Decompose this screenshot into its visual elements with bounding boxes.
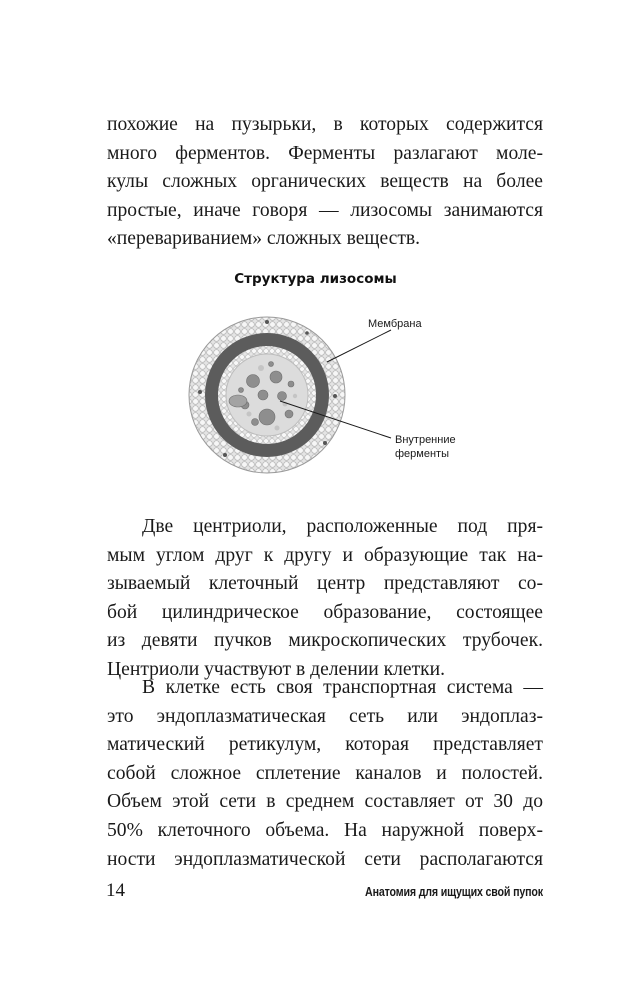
text-line: мым углом друг к другу и образующие так на-	[107, 544, 543, 566]
paragraph-3	[107, 674, 543, 874]
membrane-leader-line	[327, 330, 391, 362]
text-line: зываемый клеточный центр представляют со-	[107, 573, 543, 595]
text-line: Объем этой сети в среднем составляет от 30 до	[107, 791, 543, 813]
membrane-label: Мембрана	[368, 318, 422, 330]
text-line: матический ретикулум, которая представляет	[107, 734, 543, 756]
text-line: бой цилиндрическое образование, состоящее	[107, 601, 543, 623]
text-line: кулы сложных органических веществ на более	[107, 171, 543, 193]
text-line: много ферментов. Ферменты разлагают моле-	[107, 142, 543, 164]
text-line: из девяти пучков микроскопических трубочек.	[107, 630, 543, 652]
text-line: 50% клеточного объема. На наружной поверх-	[107, 819, 543, 841]
enzymes-label-line1: Внутренние	[395, 434, 456, 446]
text-line: ности эндоплазматической сети располагаются	[107, 848, 543, 870]
text-line: похожие на пузырьки, в которых содержится	[107, 114, 543, 135]
page-number: 14	[106, 880, 125, 901]
lysosome-diagram	[185, 300, 485, 500]
paragraph-1	[107, 111, 543, 254]
text-line: «перевариванием» сложных веществ.	[107, 228, 421, 250]
figure-title: Структура лизосомы	[234, 271, 397, 287]
text-line: простые, иначе говоря — лизосомы занимаются	[107, 199, 543, 221]
text-line: собой сложное сплетение каналов и полостей.	[107, 762, 543, 784]
text-line: В клетке есть своя транспортная система —	[142, 677, 543, 698]
text-line: Две центриоли, расположенные под пря-	[142, 516, 543, 537]
text-line: это эндоплазматическая сеть или эндоплаз-	[107, 705, 543, 727]
paragraph-2	[107, 513, 543, 685]
running-title: Анатомия для ищущих свой пупок	[365, 884, 543, 899]
text-line: Центриоли участвуют в делении клетки.	[107, 658, 446, 680]
enzymes-label-line2: ферменты	[395, 448, 449, 460]
